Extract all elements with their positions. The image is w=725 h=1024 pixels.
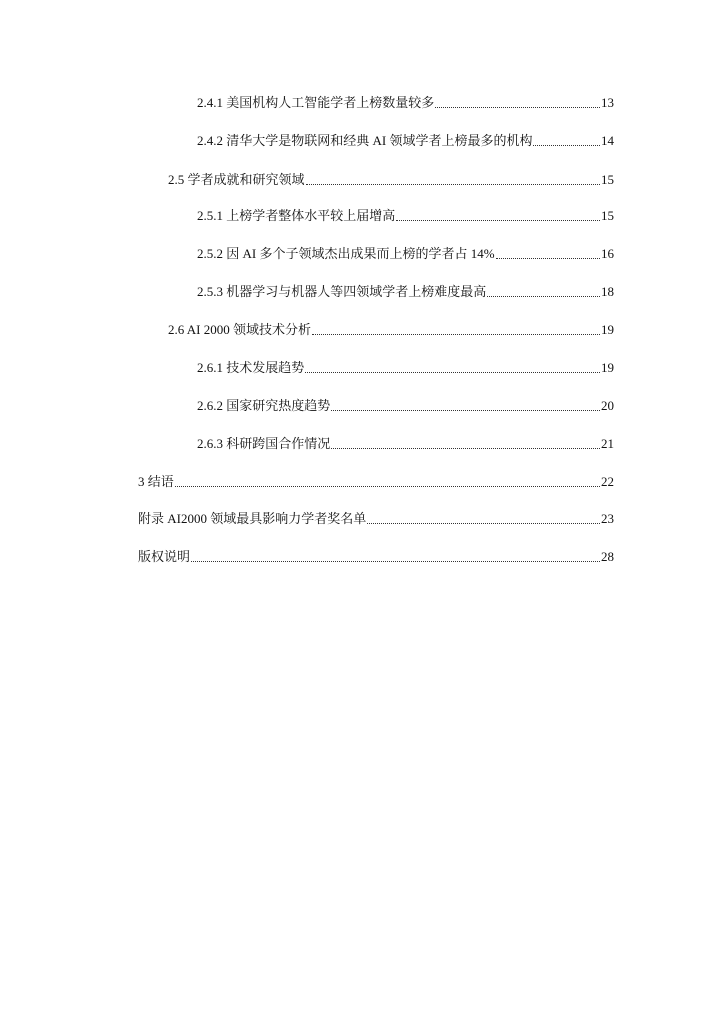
toc-page-number: 14	[601, 133, 614, 148]
toc-page-number: 21	[601, 436, 614, 451]
toc-entry-title: 2.6.3 科研跨国合作情况	[197, 436, 331, 451]
toc-entry-2-4-2[interactable]	[197, 131, 614, 151]
toc-dot-leader	[175, 486, 600, 487]
toc-page-number: 16	[601, 246, 614, 261]
toc-page-number: 19	[601, 360, 614, 375]
toc-entry-title: 3 结语	[138, 474, 174, 489]
toc-dot-leader	[487, 296, 600, 297]
toc-entry-2-4-1[interactable]	[197, 93, 614, 113]
toc-page-number: 18	[601, 284, 614, 299]
toc-entry-title: 附录 AI2000 领域最具影响力学者奖名单	[138, 511, 367, 526]
toc-entry-title: 2.5 学者成就和研究领域	[168, 172, 305, 187]
toc-entry-2-6-2[interactable]	[197, 396, 614, 416]
toc-entry-title: 2.4.2 清华大学是物联网和经典 AI 领域学者上榜最多的机构	[197, 133, 533, 148]
toc-page-number: 15	[601, 172, 614, 187]
toc-page-number: 23	[601, 511, 614, 526]
toc-page-number: 19	[601, 322, 614, 337]
toc-dot-leader	[367, 523, 600, 524]
toc-entry-appendix[interactable]	[138, 509, 614, 529]
toc-entry-2-6-1[interactable]	[197, 358, 614, 378]
toc-dot-leader	[396, 220, 600, 221]
toc-dot-leader	[331, 448, 600, 449]
toc-entry-copyright[interactable]	[138, 547, 614, 567]
toc-dot-leader	[306, 184, 600, 185]
toc-entry-title: 2.6.1 技术发展趋势	[197, 360, 305, 375]
toc-dot-leader	[496, 258, 600, 259]
toc-dot-leader	[533, 145, 600, 146]
toc-entry-3[interactable]	[138, 472, 614, 492]
toc-page-number: 15	[601, 208, 614, 223]
toc-dot-leader	[191, 561, 600, 562]
toc-dot-leader	[312, 334, 600, 335]
toc-entry-title: 2.4.1 美国机构人工智能学者上榜数量较多	[197, 95, 435, 110]
toc-entry-2-5[interactable]	[168, 170, 614, 190]
toc-page-number: 20	[601, 398, 614, 413]
toc-dot-leader	[435, 107, 600, 108]
toc-entry-title: 2.5.1 上榜学者整体水平较上届增高	[197, 208, 396, 223]
toc-page-number: 13	[601, 95, 614, 110]
toc-entry-2-6[interactable]	[168, 320, 614, 340]
toc-entry-title: 版权说明	[138, 549, 191, 564]
toc-entry-title: 2.5.2 因 AI 多个子领域杰出成果而上榜的学者占 14%	[197, 246, 495, 261]
toc-entry-title: 2.6 AI 2000 领域技术分析	[168, 322, 312, 337]
toc-entry-2-5-3[interactable]	[197, 282, 614, 302]
toc-page-number: 28	[601, 549, 614, 564]
toc-entry-2-5-1[interactable]	[197, 206, 614, 226]
toc-page-number: 22	[601, 474, 614, 489]
toc-dot-leader	[305, 372, 600, 373]
toc-entry-title: 2.6.2 国家研究热度趋势	[197, 398, 331, 413]
toc-entry-2-6-3[interactable]	[197, 434, 614, 454]
toc-entry-2-5-2[interactable]	[197, 244, 614, 264]
toc-dot-leader	[331, 410, 600, 411]
toc-entry-title: 2.5.3 机器学习与机器人等四领域学者上榜难度最高	[197, 284, 487, 299]
